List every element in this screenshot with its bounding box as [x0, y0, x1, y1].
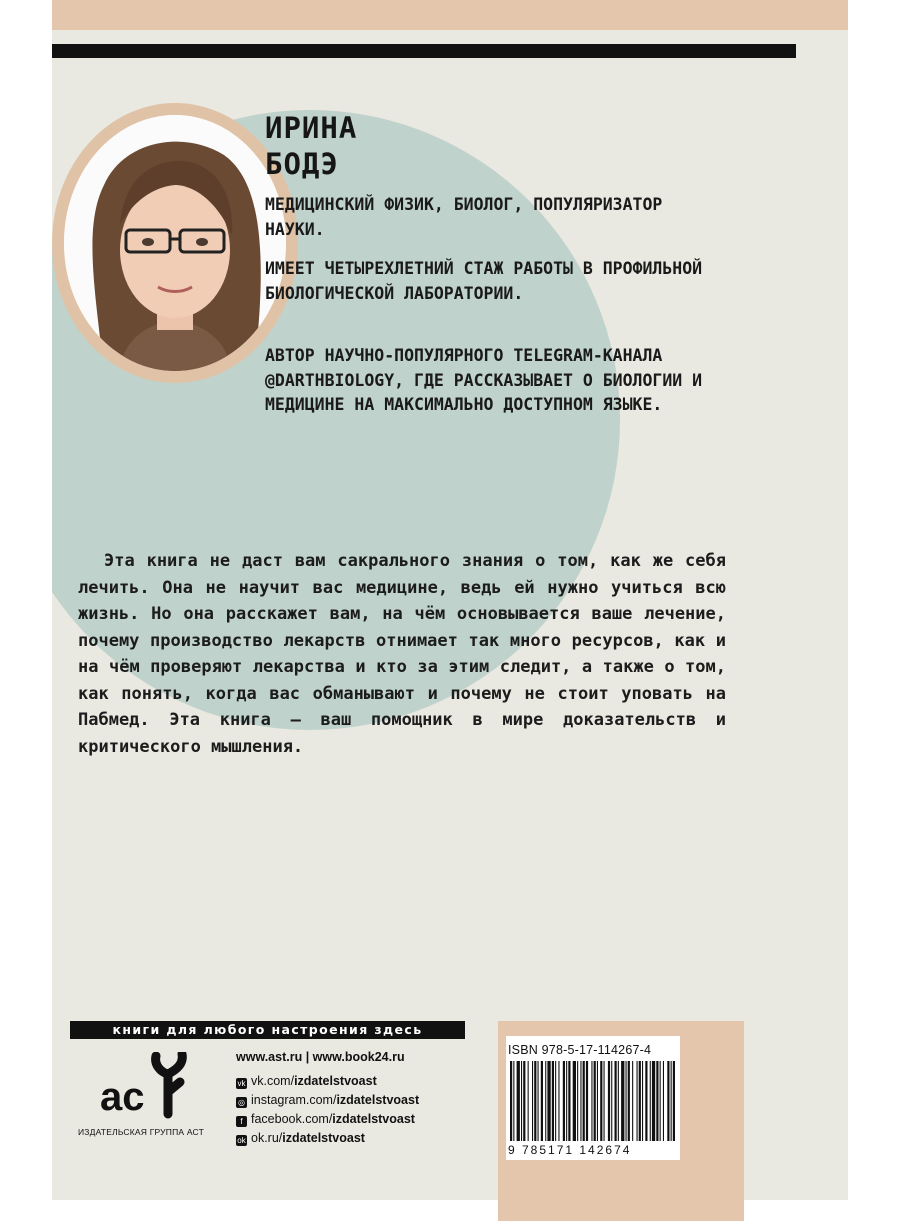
barcode-bar: [656, 1061, 658, 1141]
social-link-vk[interactable]: [236, 1074, 377, 1089]
barcode-bar: [547, 1061, 550, 1141]
barcode-bar: [667, 1061, 669, 1141]
instagram-icon: ◎: [236, 1097, 247, 1108]
barcode-bar: [650, 1061, 651, 1141]
author-bio-experience: ИМЕЕТ ЧЕТЫРЕХЛЕТНИЙ СТАЖ РАБОТЫ В ПРОФИЛЬНОЙ БИОЛОГИЧЕСКОЙ ЛАБОРАТОРИИ.: [265, 259, 703, 303]
barcode-bar: [591, 1061, 592, 1141]
barcode-bar: [513, 1061, 514, 1141]
author-bio-profession: МЕДИЦИНСКИЙ ФИЗИК, БИОЛОГ, ПОПУЛЯРИЗАТОР НАУКИ.: [265, 195, 663, 239]
barcode-bar: [555, 1061, 556, 1141]
barcode-bar: [558, 1061, 559, 1141]
barcode-bar: [563, 1061, 565, 1141]
barcode-bar: [628, 1061, 630, 1141]
barcode-bar: [568, 1061, 570, 1141]
social-link-facebook[interactable]: [236, 1112, 415, 1127]
barcode-bars: [510, 1061, 676, 1141]
author-name: [265, 110, 357, 182]
barcode-bar: [521, 1061, 522, 1141]
publisher-sites[interactable]: www.ast.ru | www.book24.ru: [236, 1050, 405, 1064]
barcode-bar: [671, 1061, 672, 1141]
barcode-bar: [663, 1061, 664, 1141]
barcode-bar: [642, 1061, 643, 1141]
barcode-bar: [532, 1061, 533, 1141]
isbn-label: ISBN 978-5-17-114267-4: [508, 1043, 652, 1057]
social-prefix: ok.ru/: [251, 1131, 283, 1145]
social-link-instagram[interactable]: [236, 1093, 419, 1108]
barcode-bar: [660, 1061, 661, 1141]
social-handle: izdatelstvoast: [294, 1074, 377, 1088]
barcode-bar: [615, 1061, 617, 1141]
book-blurb: Эта книга не даст вам сакрального знания о том, как же себя лечить. Она не научит вас медицине, ведь ей нужно учиться всю жизнь. Но она расскажет вам, на чём основывается ваше лечение, почему производство лекарств отнимает так много ресурсов, как и на чём проверяют лекарства и кто за этим следит, а также о том, как понять, когда вас обманывают и почему не стоит уповать на Пабмед. Эта книга — ваш помощник в мире доказательств и критического мышления.: [78, 551, 726, 757]
social-handle: izdatelstvoast: [282, 1131, 365, 1145]
barcode-bar: [652, 1061, 655, 1141]
barcode-bar: [632, 1061, 633, 1141]
barcode-bar: [621, 1061, 624, 1141]
barcode-bar: [637, 1061, 638, 1141]
social-prefix: instagram.com/: [251, 1093, 337, 1107]
author-last-name: БОДЭ: [265, 147, 339, 181]
social-prefix: facebook.com/: [251, 1112, 333, 1126]
social-prefix: vk.com/: [251, 1074, 295, 1088]
ok-icon: ok: [237, 1136, 246, 1145]
barcode-bar: [639, 1061, 641, 1141]
barcode-bar: [541, 1061, 543, 1141]
barcode-bar: [673, 1061, 675, 1141]
barcode-bar: [597, 1061, 598, 1141]
publisher-group-label: ИЗДАТЕЛЬСКАЯ ГРУППА АСТ: [78, 1127, 204, 1137]
author-bio-channel: АВТОР НАУЧНО-ПОПУЛЯРНОГО TELEGRAM-КАНАЛА @DARTHBIOLOGY, ГДЕ РАССКАЗЫВАЕТ О БИОЛОГИИ И МЕДИЦИНЕ НА МАКСИМАЛЬНО ДОСТУПНОМ ЯЗЫКЕ.: [265, 346, 703, 414]
social-link-ok[interactable]: [236, 1131, 365, 1146]
barcode-bar: [583, 1061, 585, 1141]
ast-logo: [98, 1052, 198, 1120]
barcode-bar: [528, 1061, 529, 1141]
barcode-bar: [618, 1061, 619, 1141]
social-handle: izdatelstvoast: [332, 1112, 415, 1126]
barcode-bar: [566, 1061, 567, 1141]
barcode-bar: [534, 1061, 536, 1141]
barcode-bar: [510, 1061, 512, 1141]
barcode-bar: [594, 1061, 596, 1141]
social-handle: izdatelstvoast: [336, 1093, 420, 1107]
barcode-bar: [608, 1061, 610, 1141]
publisher-tagline: книги для любого настроения здесь: [70, 1021, 465, 1039]
barcode-bar: [580, 1061, 581, 1141]
author-photo-frame: [52, 103, 298, 383]
facebook-icon: f: [236, 1116, 247, 1127]
vk-icon: vk: [237, 1079, 246, 1088]
barcode-bar: [523, 1061, 525, 1141]
svg-text:ас: ас: [100, 1075, 145, 1119]
barcode-bar: [645, 1061, 647, 1141]
author-photo: [64, 115, 286, 371]
barcode-bar: [577, 1061, 578, 1141]
barcode-bar: [538, 1061, 539, 1141]
barcode-bar: [626, 1061, 627, 1141]
barcode-bar: [573, 1061, 576, 1141]
barcode-bar: [545, 1061, 546, 1141]
barcode-bar: [600, 1061, 602, 1141]
barcode-digits: 9 785171 142674: [508, 1143, 632, 1157]
barcode-bar: [611, 1061, 612, 1141]
barcode-bar: [604, 1061, 605, 1141]
barcode-bar: [552, 1061, 554, 1141]
author-first-name: ИРИНА: [265, 111, 358, 145]
author-portrait-image: [64, 115, 286, 371]
barcode-bar: [517, 1061, 520, 1141]
barcode-bar: [586, 1061, 588, 1141]
